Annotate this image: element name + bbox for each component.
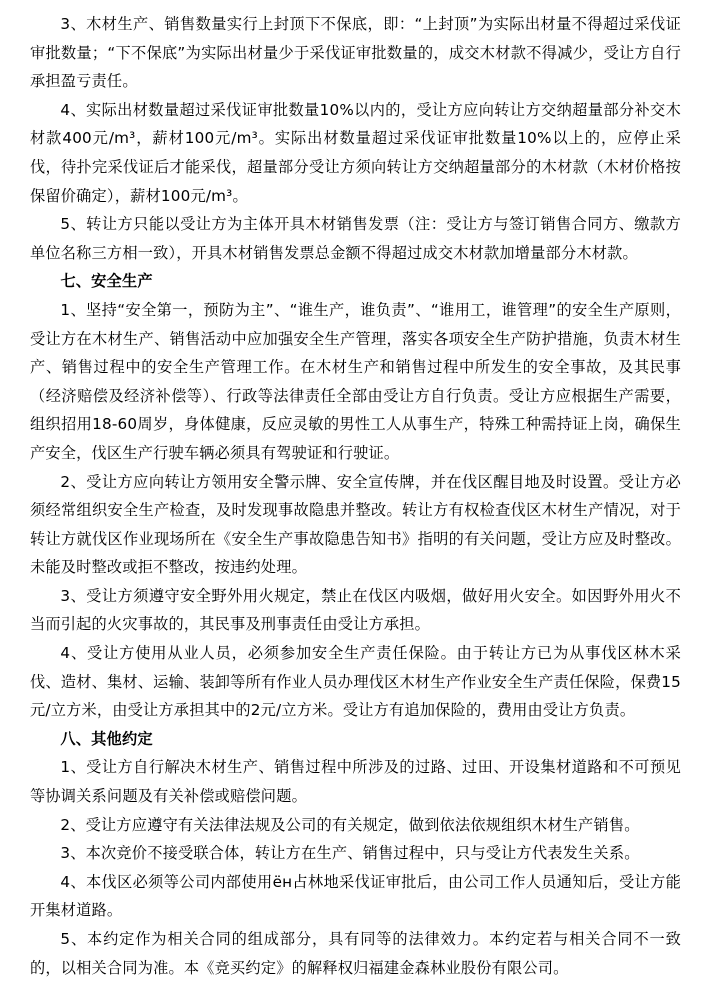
paragraph: 5、转让方只能以受让方为主体开具木材销售发票（注：受让方与签订销售合同方、缴款方单位名称三方相一致），开具木材销售发票总金额不得超过成交木材款加增量部分木材款。 <box>30 215 681 262</box>
paragraph: 1、坚持“安全第一，预防为主”、“谁生产，谁负责”、“谁用工，谁管理”的安全生产原则，受让方在木材生产、销售活动中应加强安全生产管理，落实各项安全生产防护措施，负责木材生产、销售过程中的安全生产管理工作。在木材生产和销售过程中所发生的安全事故，及其民事（经济赔偿及经济补偿等）、行政等法律责任全部由受让方自行负责。受让方应根据生产需要，组织招用18-60周岁，身体健康，反应灵敏的男性工人从事生产，特殊工种需持证上岗，确保生产安全，伐区生产行驶车辆必须具有驾驶证和行驶证。 <box>30 300 681 462</box>
paragraph: 3、本次竞价不接受联合体，转让方在生产、销售过程中，只与受让方代表发生关系。 <box>60 844 640 863</box>
paragraph: 2、受让方应向转让方领用安全警示牌、安全宣传牌，并在伐区醒目地及时设置。受让方必须经常组织安全生产检查，及时发现事故隐患并整改。转让方有权检查伐区木材生产情况，对于转让方就伐区作业现场所在《安全生产事故隐患告知书》指明的有关问题，受让方应及时整改。未能及时整改或拒不整改，按违约处理。 <box>30 472 681 577</box>
section-heading: 七、安全生产 <box>60 272 153 291</box>
paragraph: 3、受让方须遵守安全野外用火规定，禁止在伐区内吸烟，做好用火安全。如因野外用火不当而引起的火灾事故的，其民事及刑事责任由受让方承担。 <box>30 586 681 634</box>
section-heading: 八、其他约定 <box>60 729 153 748</box>
paragraph: 4、受让方使用从业人员，必须参加安全生产责任保险。由于转让方已为从事伐区林木采伐、造材、集材、运输、装卸等所有作业人员办理伐区木材生产作业安全生产责任保险，保费15元/立方米，由受让方承担其中的2元/立方米。受让方有追加保险的，费用由受让方负责。 <box>30 644 681 720</box>
paragraph: 5、本约定作为相关合同的组成部分，具有同等的法律效力。本约定若与相关合同不一致的，以相关合同为准。本《竞买约定》的解释权归福建金森林业股份有限公司。 <box>30 930 681 977</box>
paragraph: 3、木材生产、销售数量实行上封顶下不保底，即：“上封顶”为实际出材量不得超过采伐证审批数量；“下不保底”为实际出材量少于采伐证审批数量的，成交木材款不得减少，受让方自行承担盈亏责任。 <box>30 15 681 91</box>
paragraph: 2、受让方应遵守有关法律法规及公司的有关规定，做到依法依规组织木材生产销售。 <box>60 815 640 834</box>
paragraph: 1、受让方自行解决木材生产、销售过程中所涉及的过路、过田、开设集材道路和不可预见等协调关系问题及有关补偿或赔偿问题。 <box>30 758 681 806</box>
paragraph: 4、本伐区必须等公司内部使用ён占林地采伐证审批后，由公司工作人员通知后，受让方能开集材道路。 <box>30 872 681 920</box>
paragraph: 4、实际出材数量超过采伐证审批数量10%以内的，受让方应向转让方交纳超量部分补交木材款400元/m³，薪材100元/m³。实际出材数量超过采伐证审批数量10%以上的，应停止采伐，待扑完采伐证后才能采伐，超量部分受让方须向转让方交纳超量部分的木材款（木材价格按保留价确定），薪材100元/m³。 <box>30 100 681 205</box>
